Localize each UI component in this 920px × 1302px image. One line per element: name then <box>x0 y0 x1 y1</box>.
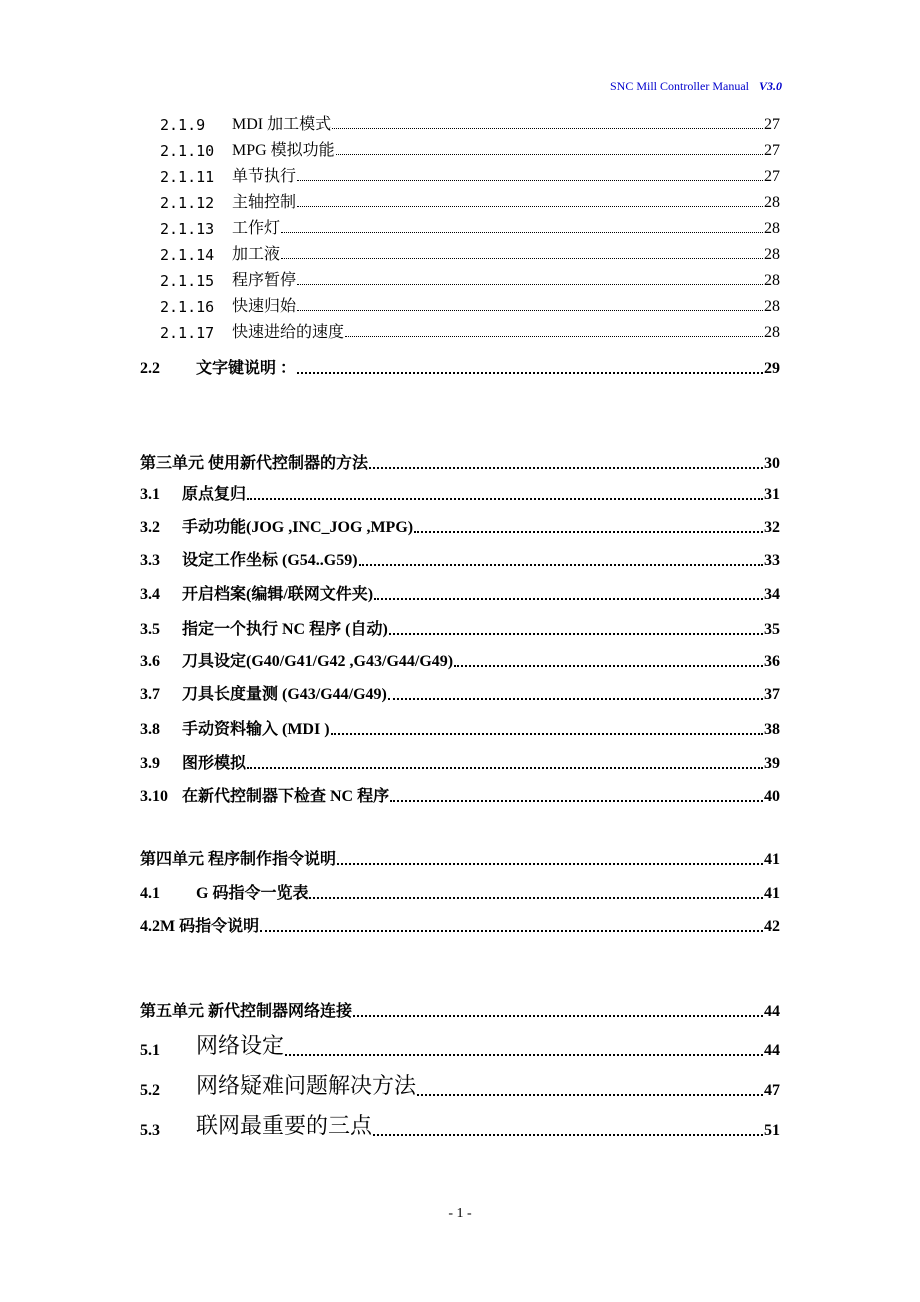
toc-entry[interactable] <box>140 649 780 671</box>
toc-entry-page: 42 <box>764 918 780 935</box>
page-number: - 1 - <box>448 1206 472 1221</box>
toc-entry-number: 5.3 <box>140 1122 160 1139</box>
toc-entry[interactable] <box>140 1074 780 1100</box>
toc-entry-page: 28 <box>764 246 780 263</box>
toc-entry-number: 5.1 <box>140 1042 160 1059</box>
toc-entry[interactable] <box>140 268 780 290</box>
toc-entry-page: 39 <box>764 755 780 772</box>
toc-leader-dots <box>309 895 763 899</box>
toc-leader-dots <box>374 596 763 600</box>
toc-entry-title: 原点复归 <box>182 486 247 503</box>
toc-entry-title: 网络疑难问题解决方法 <box>196 1074 417 1099</box>
toc-entry-title: 第三单元 使用新代控制器的方法 <box>140 455 369 472</box>
toc-entry[interactable] <box>140 294 780 316</box>
toc-entry-number: 2.1.14 <box>160 246 215 264</box>
toc-leader-dots <box>297 309 763 311</box>
toc-entry-number: 3.5 <box>140 621 160 638</box>
toc-entry-page: 44 <box>764 1003 780 1020</box>
toc-leader-dots <box>345 335 763 337</box>
toc-leader-dots <box>336 153 763 155</box>
toc-entry-page: 27 <box>764 142 780 159</box>
toc-entry-number: 2.1.10 <box>160 142 215 160</box>
toc-leader-dots <box>297 370 763 374</box>
toc-leader-dots <box>389 631 763 635</box>
toc-entry-page: 28 <box>764 194 780 211</box>
toc-entry[interactable] <box>140 582 780 604</box>
toc-entry-title: MPG 模拟功能 <box>232 142 335 159</box>
header-title: SNC Mill Controller Manual <box>609 79 749 93</box>
toc-entry-title: 在新代控制器下检查 NC 程序 <box>182 788 390 805</box>
toc-entry-title: 手动功能(JOG ,INC_JOG ,MPG) <box>182 519 414 536</box>
toc-entry-title: 图形模拟 <box>182 755 247 772</box>
toc-entry-number: 4.1 <box>140 885 160 902</box>
toc-entry-title: 网络设定 <box>196 1034 285 1059</box>
toc-entry-title: 工作灯 <box>232 220 281 237</box>
toc-entry-number: 3.1 <box>140 486 160 503</box>
toc-leader-dots <box>260 928 763 932</box>
toc-entry-title: 设定工作坐标 (G54..G59) <box>182 552 358 569</box>
toc-entry[interactable] <box>140 751 780 773</box>
toc-leader-dots <box>332 127 763 129</box>
toc-entry-number: 3.2 <box>140 519 160 536</box>
toc-entry-title: 第五单元 新代控制器网络连接 <box>140 1003 353 1020</box>
toc-entry-title: 联网最重要的三点 <box>196 1114 373 1139</box>
toc-leader-dots <box>353 1013 763 1017</box>
toc-leader-dots <box>388 696 763 700</box>
toc-entry[interactable] <box>140 482 780 504</box>
toc-entry[interactable] <box>140 320 780 342</box>
toc-entry-page: 36 <box>764 653 780 670</box>
toc-entry-page: 29 <box>764 360 780 377</box>
toc-entry-title: 4.2M 码指令说明 <box>140 918 260 935</box>
toc-entry[interactable] <box>140 682 780 704</box>
toc-entry-title: 手动资料输入 (MDI ) <box>182 721 330 738</box>
toc-entry-title: 刀具长度量测 (G43/G44/G49) <box>182 686 387 703</box>
toc-entry-number: 3.4 <box>140 586 160 603</box>
toc-entry[interactable] <box>140 1034 780 1060</box>
toc-entry-number: 2.1.9 <box>160 116 206 134</box>
toc-entry-page: 27 <box>764 168 780 185</box>
toc-entry-title: 单节执行 <box>232 168 297 185</box>
toc-entry[interactable] <box>140 999 780 1021</box>
toc-entry-page: 47 <box>764 1082 780 1099</box>
toc-entry[interactable] <box>140 216 780 238</box>
toc-entry[interactable] <box>140 164 780 186</box>
toc-entry-page: 33 <box>764 552 780 569</box>
toc-entry-title: 程序暂停 <box>232 272 297 289</box>
toc-entry-title: MDI 加工模式 <box>232 116 332 133</box>
toc-leader-dots <box>285 1052 763 1056</box>
toc-leader-dots <box>247 496 763 500</box>
toc-entry-page: 28 <box>764 220 780 237</box>
toc-entry[interactable] <box>140 190 780 212</box>
toc-entry-page: 28 <box>764 272 780 289</box>
toc-leader-dots <box>417 1092 763 1096</box>
toc-entry-number: 2.1.12 <box>160 194 215 212</box>
toc-entry-title: 开启档案(编辑/联网文件夹) <box>182 586 374 603</box>
toc-entry-title: 指定一个执行 NC 程序 (自动) <box>182 621 388 638</box>
toc-entry[interactable] <box>140 356 780 378</box>
toc-entry[interactable] <box>140 784 780 806</box>
toc-entry-page: 41 <box>764 851 780 868</box>
toc-entry-page: 37 <box>764 686 780 703</box>
toc-entry[interactable] <box>140 112 780 134</box>
toc-leader-dots <box>359 562 763 566</box>
toc-entry-number: 3.8 <box>140 721 160 738</box>
toc-entry-title: 文字键说明 ： <box>196 360 297 377</box>
toc-entry-title: 刀具设定(G40/G41/G42 ,G43/G44/G49) <box>182 653 454 670</box>
toc-leader-dots <box>454 663 763 667</box>
toc-entry-page: 30 <box>764 455 780 472</box>
toc-entry-title: 快速进给的速度 <box>232 324 345 341</box>
toc-entry-number: 2.1.17 <box>160 324 215 342</box>
toc-entry[interactable] <box>140 515 780 537</box>
toc-entry-page: 38 <box>764 721 780 738</box>
toc-leader-dots <box>297 283 763 285</box>
toc-entry-number: 2.2 <box>140 360 160 377</box>
toc-entry[interactable] <box>140 242 780 264</box>
toc-entry[interactable] <box>140 451 780 473</box>
toc-entry-page: 40 <box>764 788 780 805</box>
toc-entry[interactable] <box>140 617 780 639</box>
toc-entry[interactable] <box>140 1114 780 1140</box>
toc-entry[interactable] <box>140 138 780 160</box>
toc-entry[interactable] <box>140 881 780 903</box>
toc-leader-dots <box>414 529 763 533</box>
toc-entry[interactable] <box>140 717 780 739</box>
toc-entry-page: 32 <box>764 519 780 536</box>
toc-entry-number: 2.1.11 <box>160 168 215 186</box>
toc-entry[interactable] <box>140 548 780 570</box>
toc-entry-page: 35 <box>764 621 780 638</box>
toc-entry-page: 51 <box>764 1122 780 1139</box>
toc-entry-page: 28 <box>764 324 780 341</box>
toc-leader-dots <box>369 465 763 469</box>
toc-entry[interactable] <box>140 914 780 936</box>
toc-entry-title: 第四单元 程序制作指令说明 <box>140 851 337 868</box>
toc-entry-title: 快速归始 <box>232 298 297 315</box>
toc-entry-page: 27 <box>764 116 780 133</box>
header-version: V3.0 <box>758 79 782 93</box>
toc-leader-dots <box>297 179 763 181</box>
toc-entry-number: 3.9 <box>140 755 160 772</box>
toc-entry-title: G 码指令一览表 <box>196 885 309 902</box>
toc-leader-dots <box>331 731 763 735</box>
toc-leader-dots <box>281 231 763 233</box>
toc-entry-number: 2.1.16 <box>160 298 215 316</box>
toc-leader-dots <box>281 257 763 259</box>
toc-entry-title: 主轴控制 <box>232 194 297 211</box>
toc-entry-page: 34 <box>764 586 780 603</box>
toc-leader-dots <box>337 861 763 865</box>
toc-entry-number: 5.2 <box>140 1082 160 1099</box>
toc-entry-number: 2.1.13 <box>160 220 215 238</box>
toc-entry-page: 44 <box>764 1042 780 1059</box>
toc-entry-number: 3.3 <box>140 552 160 569</box>
toc-entry-number: 3.7 <box>140 686 160 703</box>
toc-entry[interactable] <box>140 847 780 869</box>
toc-entry-title: 加工液 <box>232 246 281 263</box>
toc-entry-page: 28 <box>764 298 780 315</box>
toc-leader-dots <box>297 205 763 207</box>
toc-entry-page: 31 <box>764 486 780 503</box>
toc-leader-dots <box>247 765 763 769</box>
toc-entry-number: 3.10 <box>140 788 168 805</box>
toc-entry-number: 2.1.15 <box>160 272 215 290</box>
toc-entry-page: 41 <box>764 885 780 902</box>
toc-entry-number: 3.6 <box>140 653 160 670</box>
toc-leader-dots <box>390 798 763 802</box>
page-header <box>610 79 782 94</box>
toc-leader-dots <box>373 1132 763 1136</box>
